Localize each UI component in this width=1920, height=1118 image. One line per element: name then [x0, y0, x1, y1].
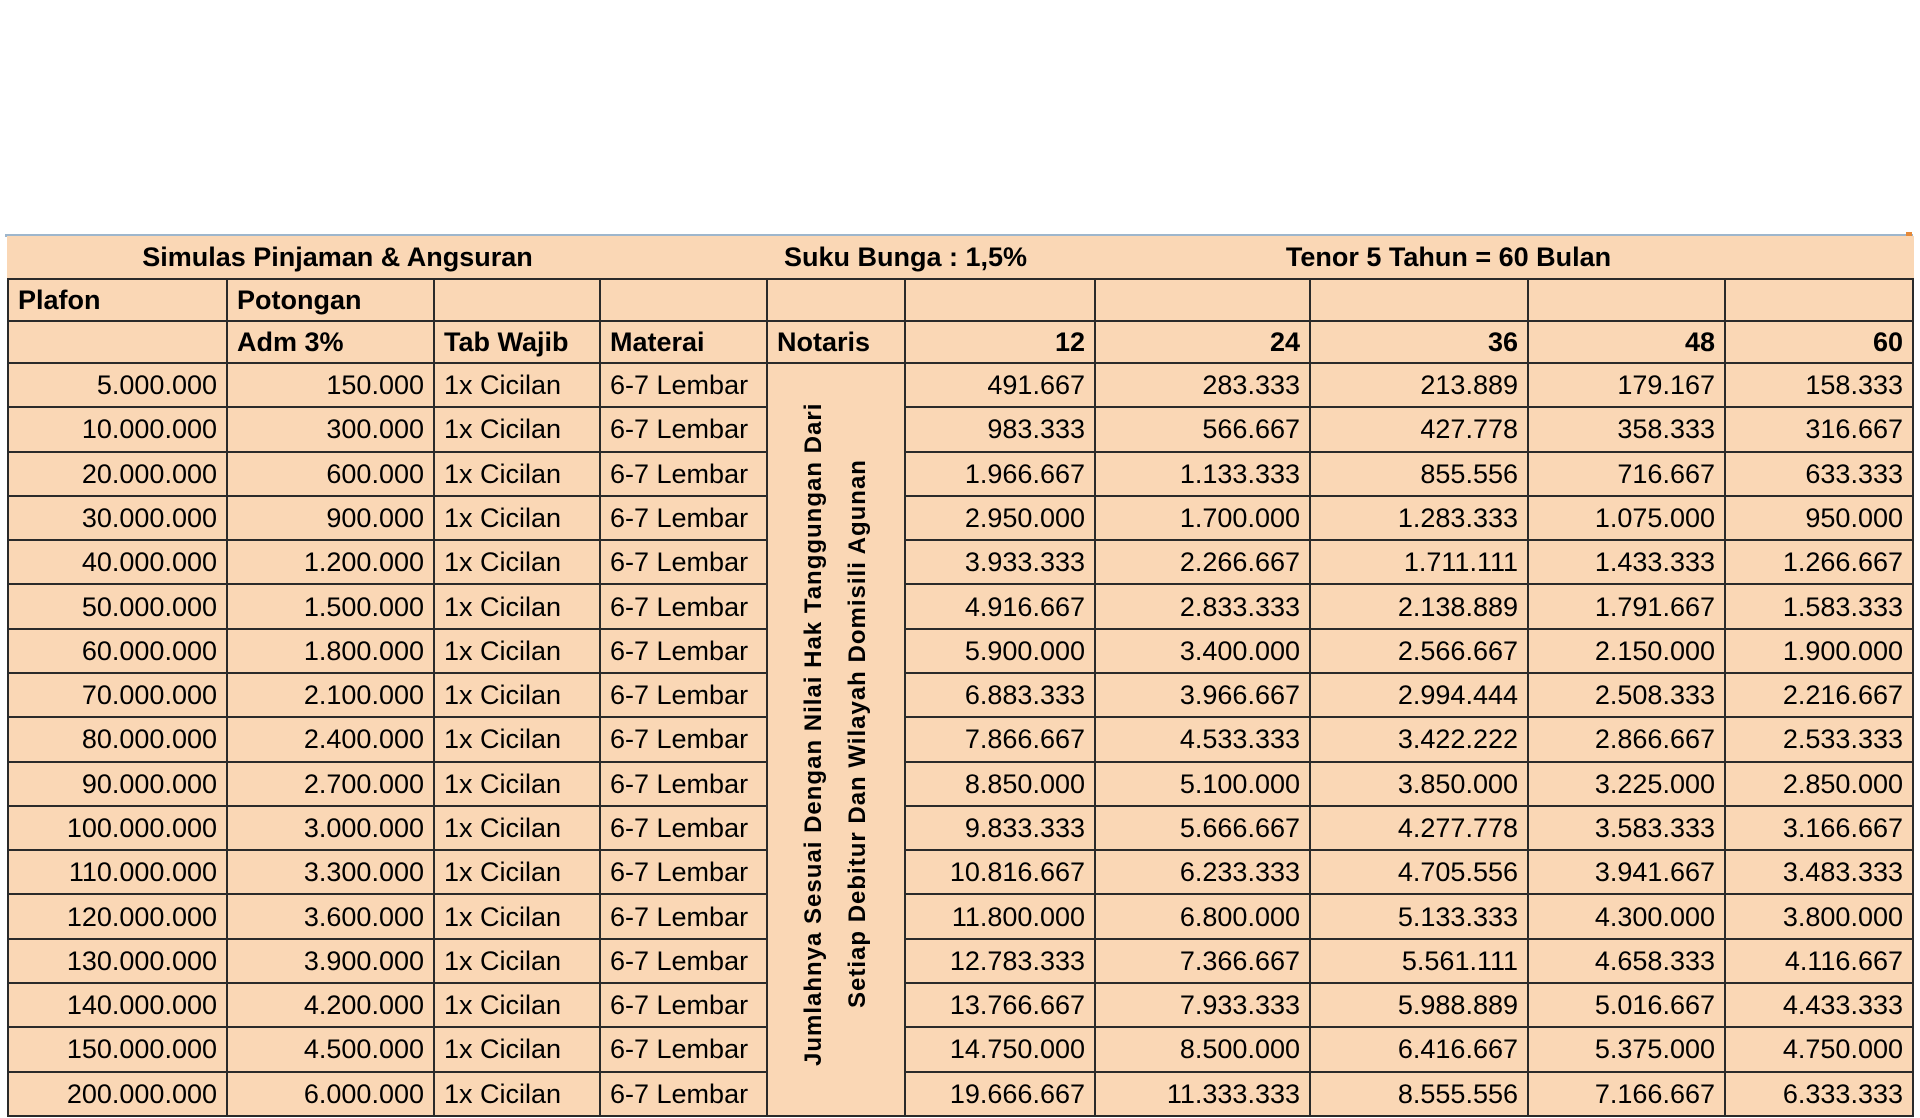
- installment-12-cell[interactable]: 12.783.333: [905, 939, 1095, 983]
- header-empty-cell[interactable]: [1310, 279, 1528, 321]
- header-empty-cell[interactable]: [905, 279, 1095, 321]
- materai-cell[interactable]: 6-7 Lembar: [600, 496, 767, 540]
- installment-60-cell[interactable]: 1.583.333: [1725, 584, 1913, 628]
- installment-48-cell[interactable]: 5.016.667: [1528, 983, 1725, 1027]
- installment-60-cell[interactable]: 2.533.333: [1725, 717, 1913, 761]
- adm-cell[interactable]: 1.800.000: [227, 629, 434, 673]
- installment-24-cell[interactable]: 7.933.333: [1095, 983, 1310, 1027]
- plafon-cell[interactable]: 20.000.000: [8, 452, 227, 496]
- header-adm[interactable]: Adm 3%: [227, 321, 434, 363]
- installment-60-cell[interactable]: 316.667: [1725, 407, 1913, 451]
- table-row: [8, 629, 1913, 673]
- installment-24-cell[interactable]: 11.333.333: [1095, 1072, 1310, 1117]
- adm-cell[interactable]: 1.500.000: [227, 584, 434, 628]
- adm-cell[interactable]: 3.000.000: [227, 806, 434, 850]
- tab-wajib-cell[interactable]: 1x Cicilan: [434, 762, 600, 806]
- installment-48-cell[interactable]: 7.166.667: [1528, 1072, 1725, 1117]
- installment-24-cell[interactable]: 1.700.000: [1095, 496, 1310, 540]
- installment-36-cell[interactable]: 855.556: [1310, 452, 1528, 496]
- plafon-cell[interactable]: 90.000.000: [8, 762, 227, 806]
- installment-24-cell[interactable]: 6.800.000: [1095, 894, 1310, 938]
- installment-24-cell[interactable]: 566.667: [1095, 407, 1310, 451]
- plafon-cell[interactable]: 150.000.000: [8, 1027, 227, 1071]
- header-tab-wajib[interactable]: Tab Wajib: [434, 321, 600, 363]
- tab-wajib-cell[interactable]: 1x Cicilan: [434, 452, 600, 496]
- installment-60-cell[interactable]: 4.433.333: [1725, 983, 1913, 1027]
- installment-60-cell[interactable]: 2.850.000: [1725, 762, 1913, 806]
- header-materai[interactable]: Materai: [600, 321, 767, 363]
- materai-cell[interactable]: 6-7 Lembar: [600, 629, 767, 673]
- header-month-48[interactable]: 48: [1528, 321, 1725, 363]
- installment-36-cell[interactable]: 3.422.222: [1310, 717, 1528, 761]
- adm-cell[interactable]: 2.100.000: [227, 673, 434, 717]
- plafon-cell[interactable]: 60.000.000: [8, 629, 227, 673]
- adm-cell[interactable]: 3.600.000: [227, 894, 434, 938]
- title-row: [8, 236, 1913, 279]
- installment-60-cell[interactable]: 3.483.333: [1725, 850, 1913, 894]
- sheet-title[interactable]: Simulas Pinjaman & Angsuran: [8, 236, 767, 279]
- tab-wajib-cell[interactable]: 1x Cicilan: [434, 939, 600, 983]
- header-empty-cell[interactable]: [600, 279, 767, 321]
- plafon-cell[interactable]: 120.000.000: [8, 894, 227, 938]
- adm-cell[interactable]: 4.500.000: [227, 1027, 434, 1071]
- plafon-cell[interactable]: 50.000.000: [8, 584, 227, 628]
- plafon-cell[interactable]: 140.000.000: [8, 983, 227, 1027]
- installment-60-cell[interactable]: 158.333: [1725, 363, 1913, 407]
- tab-wajib-cell[interactable]: 1x Cicilan: [434, 629, 600, 673]
- installment-60-cell[interactable]: 950.000: [1725, 496, 1913, 540]
- installment-48-cell[interactable]: 5.375.000: [1528, 1027, 1725, 1071]
- table-row: [8, 1072, 1913, 1117]
- installment-48-cell[interactable]: 1.075.000: [1528, 496, 1725, 540]
- installment-36-cell[interactable]: 427.778: [1310, 407, 1528, 451]
- header-potongan[interactable]: Potongan: [227, 279, 434, 321]
- materai-cell[interactable]: 6-7 Lembar: [600, 584, 767, 628]
- installment-36-cell[interactable]: 8.555.556: [1310, 1072, 1528, 1117]
- materai-cell[interactable]: 6-7 Lembar: [600, 806, 767, 850]
- interest-rate-label[interactable]: Suku Bunga : 1,5%: [767, 236, 1095, 279]
- tab-wajib-cell[interactable]: 1x Cicilan: [434, 363, 600, 407]
- installment-36-cell[interactable]: 1.283.333: [1310, 496, 1528, 540]
- installment-36-cell[interactable]: 4.277.778: [1310, 806, 1528, 850]
- header-empty-cell[interactable]: [434, 279, 600, 321]
- plafon-cell[interactable]: 10.000.000: [8, 407, 227, 451]
- adm-cell[interactable]: 900.000: [227, 496, 434, 540]
- table-row: [8, 540, 1913, 584]
- installment-24-cell[interactable]: 5.100.000: [1095, 762, 1310, 806]
- adm-cell[interactable]: 150.000: [227, 363, 434, 407]
- materai-cell[interactable]: 6-7 Lembar: [600, 673, 767, 717]
- materai-cell[interactable]: 6-7 Lembar: [600, 452, 767, 496]
- installment-48-cell[interactable]: 4.658.333: [1528, 939, 1725, 983]
- installment-12-cell[interactable]: 11.800.000: [905, 894, 1095, 938]
- notaris-note: Jumlahnya Sesuai Dengan Nilai Hak Tanggungan Dari Setiap Debitur Dan Wilayah Domisili Agunan: [800, 402, 871, 1066]
- installment-12-cell[interactable]: 5.900.000: [905, 629, 1095, 673]
- tab-wajib-cell[interactable]: 1x Cicilan: [434, 850, 600, 894]
- header-plafon[interactable]: Plafon: [8, 279, 227, 321]
- materai-cell[interactable]: 6-7 Lembar: [600, 850, 767, 894]
- materai-cell[interactable]: 6-7 Lembar: [600, 1027, 767, 1071]
- adm-cell[interactable]: 2.700.000: [227, 762, 434, 806]
- installment-12-cell[interactable]: 2.950.000: [905, 496, 1095, 540]
- installment-24-cell[interactable]: 1.133.333: [1095, 452, 1310, 496]
- header-empty-cell[interactable]: [1528, 279, 1725, 321]
- installment-48-cell[interactable]: 2.508.333: [1528, 673, 1725, 717]
- table-row: [8, 407, 1913, 451]
- installment-36-cell[interactable]: 2.138.889: [1310, 584, 1528, 628]
- tab-wajib-cell[interactable]: 1x Cicilan: [434, 894, 600, 938]
- table-row: [8, 452, 1913, 496]
- installment-60-cell[interactable]: 6.333.333: [1725, 1072, 1913, 1117]
- table-row: [8, 717, 1913, 761]
- installment-36-cell[interactable]: 4.705.556: [1310, 850, 1528, 894]
- tab-wajib-cell[interactable]: 1x Cicilan: [434, 806, 600, 850]
- installment-60-cell[interactable]: 4.116.667: [1725, 939, 1913, 983]
- materai-cell[interactable]: 6-7 Lembar: [600, 717, 767, 761]
- plafon-cell[interactable]: 100.000.000: [8, 806, 227, 850]
- adm-cell[interactable]: 4.200.000: [227, 983, 434, 1027]
- tab-wajib-cell[interactable]: 1x Cicilan: [434, 407, 600, 451]
- installment-24-cell[interactable]: 4.533.333: [1095, 717, 1310, 761]
- tab-wajib-cell[interactable]: 1x Cicilan: [434, 584, 600, 628]
- installment-36-cell[interactable]: 2.994.444: [1310, 673, 1528, 717]
- installment-60-cell[interactable]: 4.750.000: [1725, 1027, 1913, 1071]
- header-month-12[interactable]: 12: [905, 321, 1095, 363]
- installment-60-cell[interactable]: 1.900.000: [1725, 629, 1913, 673]
- adm-cell[interactable]: 2.400.000: [227, 717, 434, 761]
- installment-48-cell[interactable]: 716.667: [1528, 452, 1725, 496]
- installment-60-cell[interactable]: 1.266.667: [1725, 540, 1913, 584]
- table-row: [8, 584, 1913, 628]
- header-row-2: [8, 321, 1913, 363]
- installment-12-cell[interactable]: 14.750.000: [905, 1027, 1095, 1071]
- installment-24-cell[interactable]: 2.833.333: [1095, 584, 1310, 628]
- installment-24-cell[interactable]: 6.233.333: [1095, 850, 1310, 894]
- header-month-36[interactable]: 36: [1310, 321, 1528, 363]
- installment-12-cell[interactable]: 983.333: [905, 407, 1095, 451]
- installment-48-cell[interactable]: 2.150.000: [1528, 629, 1725, 673]
- header-empty-cell[interactable]: [767, 279, 905, 321]
- materai-cell[interactable]: 6-7 Lembar: [600, 983, 767, 1027]
- plafon-cell[interactable]: 5.000.000: [8, 363, 227, 407]
- table-row: [8, 939, 1913, 983]
- table-row: [8, 496, 1913, 540]
- adm-cell[interactable]: 6.000.000: [227, 1072, 434, 1117]
- table-row: [8, 1027, 1913, 1071]
- installment-36-cell[interactable]: 2.566.667: [1310, 629, 1528, 673]
- installment-36-cell[interactable]: 5.561.111: [1310, 939, 1528, 983]
- installment-12-cell[interactable]: 13.766.667: [905, 983, 1095, 1027]
- installment-12-cell[interactable]: 491.667: [905, 363, 1095, 407]
- table-body: [8, 236, 1913, 1116]
- adm-cell[interactable]: 600.000: [227, 452, 434, 496]
- installment-24-cell[interactable]: 7.366.667: [1095, 939, 1310, 983]
- installment-36-cell[interactable]: 5.988.889: [1310, 983, 1528, 1027]
- installment-12-cell[interactable]: 10.816.667: [905, 850, 1095, 894]
- materai-cell[interactable]: 6-7 Lembar: [600, 939, 767, 983]
- tab-wajib-cell[interactable]: 1x Cicilan: [434, 1072, 600, 1117]
- installment-60-cell[interactable]: 2.216.667: [1725, 673, 1913, 717]
- installment-48-cell[interactable]: 3.225.000: [1528, 762, 1725, 806]
- installment-24-cell[interactable]: 3.966.667: [1095, 673, 1310, 717]
- header-notaris[interactable]: Notaris: [767, 321, 905, 363]
- installment-36-cell[interactable]: 5.133.333: [1310, 894, 1528, 938]
- installment-48-cell[interactable]: 358.333: [1528, 407, 1725, 451]
- plafon-cell[interactable]: 110.000.000: [8, 850, 227, 894]
- installment-48-cell[interactable]: 1.791.667: [1528, 584, 1725, 628]
- installment-48-cell[interactable]: 1.433.333: [1528, 540, 1725, 584]
- installment-12-cell[interactable]: 8.850.000: [905, 762, 1095, 806]
- tab-wajib-cell[interactable]: 1x Cicilan: [434, 983, 600, 1027]
- installment-12-cell[interactable]: 7.866.667: [905, 717, 1095, 761]
- table-row: [8, 806, 1913, 850]
- installment-24-cell[interactable]: 2.266.667: [1095, 540, 1310, 584]
- installment-60-cell[interactable]: 3.166.667: [1725, 806, 1913, 850]
- tab-wajib-cell[interactable]: 1x Cicilan: [434, 673, 600, 717]
- header-month-24[interactable]: 24: [1095, 321, 1310, 363]
- installment-24-cell[interactable]: 8.500.000: [1095, 1027, 1310, 1071]
- table-row: [8, 850, 1913, 894]
- loan-simulation-table: [7, 236, 1914, 1117]
- plafon-cell[interactable]: 40.000.000: [8, 540, 227, 584]
- plafon-cell[interactable]: 200.000.000: [8, 1072, 227, 1117]
- table-row: [8, 983, 1913, 1027]
- header-row-1: [8, 279, 1913, 321]
- header-month-60[interactable]: 60: [1725, 321, 1913, 363]
- installment-60-cell[interactable]: 3.800.000: [1725, 894, 1913, 938]
- materai-cell[interactable]: 6-7 Lembar: [600, 407, 767, 451]
- tenor-label[interactable]: Tenor 5 Tahun = 60 Bulan: [1095, 236, 1913, 279]
- adm-cell[interactable]: 1.200.000: [227, 540, 434, 584]
- materai-cell[interactable]: 6-7 Lembar: [600, 540, 767, 584]
- header-empty-cell[interactable]: [8, 321, 227, 363]
- adm-cell[interactable]: 300.000: [227, 407, 434, 451]
- installment-12-cell[interactable]: 1.966.667: [905, 452, 1095, 496]
- tab-wajib-cell[interactable]: 1x Cicilan: [434, 540, 600, 584]
- installment-48-cell[interactable]: 2.866.667: [1528, 717, 1725, 761]
- installment-48-cell[interactable]: 179.167: [1528, 363, 1725, 407]
- header-empty-cell[interactable]: [1095, 279, 1310, 321]
- plafon-cell[interactable]: 30.000.000: [8, 496, 227, 540]
- installment-24-cell[interactable]: 5.666.667: [1095, 806, 1310, 850]
- tab-wajib-cell[interactable]: 1x Cicilan: [434, 717, 600, 761]
- installment-48-cell[interactable]: 3.941.667: [1528, 850, 1725, 894]
- installment-36-cell[interactable]: 3.850.000: [1310, 762, 1528, 806]
- installment-24-cell[interactable]: 283.333: [1095, 363, 1310, 407]
- table-row: [8, 894, 1913, 938]
- installment-36-cell[interactable]: 6.416.667: [1310, 1027, 1528, 1071]
- plafon-cell[interactable]: 70.000.000: [8, 673, 227, 717]
- table-row: [8, 673, 1913, 717]
- installment-12-cell[interactable]: 9.833.333: [905, 806, 1095, 850]
- materai-cell[interactable]: 6-7 Lembar: [600, 1072, 767, 1117]
- tab-wajib-cell[interactable]: 1x Cicilan: [434, 1027, 600, 1071]
- adm-cell[interactable]: 3.900.000: [227, 939, 434, 983]
- materai-cell[interactable]: 6-7 Lembar: [600, 894, 767, 938]
- tab-wajib-cell[interactable]: 1x Cicilan: [434, 496, 600, 540]
- installment-24-cell[interactable]: 3.400.000: [1095, 629, 1310, 673]
- installment-48-cell[interactable]: 4.300.000: [1528, 894, 1725, 938]
- table-row: [8, 363, 1913, 407]
- adm-cell[interactable]: 3.300.000: [227, 850, 434, 894]
- installment-36-cell[interactable]: 1.711.111: [1310, 540, 1528, 584]
- table-row: [8, 762, 1913, 806]
- installment-12-cell[interactable]: 6.883.333: [905, 673, 1095, 717]
- materai-cell[interactable]: 6-7 Lembar: [600, 363, 767, 407]
- installment-12-cell[interactable]: 4.916.667: [905, 584, 1095, 628]
- installment-36-cell[interactable]: 213.889: [1310, 363, 1528, 407]
- plafon-cell[interactable]: 130.000.000: [8, 939, 227, 983]
- installment-12-cell[interactable]: 19.666.667: [905, 1072, 1095, 1117]
- header-empty-cell[interactable]: [1725, 279, 1913, 321]
- installment-12-cell[interactable]: 3.933.333: [905, 540, 1095, 584]
- notaris-note-cell[interactable]: [767, 363, 905, 1116]
- plafon-cell[interactable]: 80.000.000: [8, 717, 227, 761]
- installment-48-cell[interactable]: 3.583.333: [1528, 806, 1725, 850]
- installment-60-cell[interactable]: 633.333: [1725, 452, 1913, 496]
- materai-cell[interactable]: 6-7 Lembar: [600, 762, 767, 806]
